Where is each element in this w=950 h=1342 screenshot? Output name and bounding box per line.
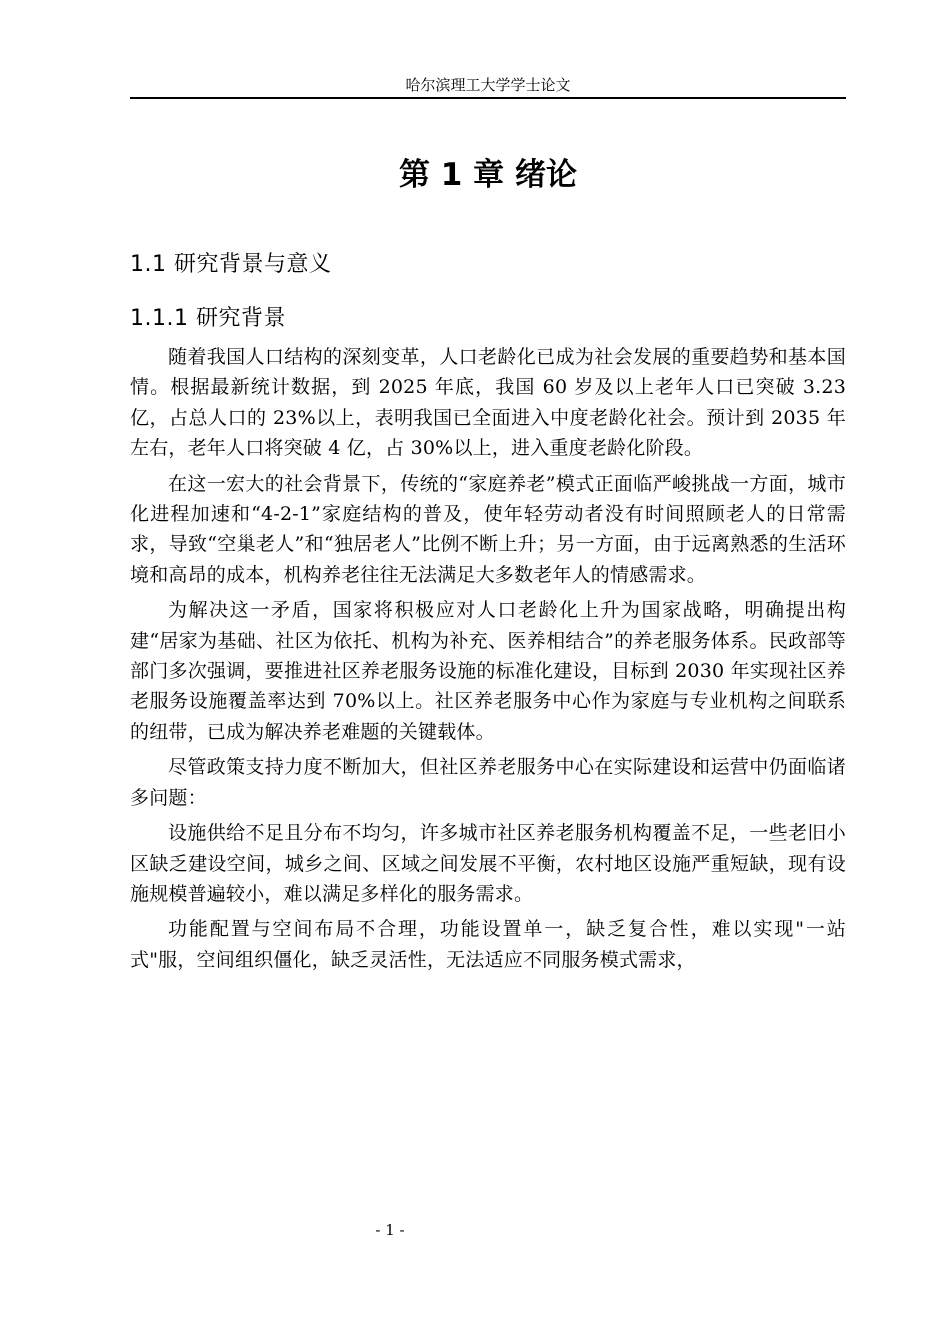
paragraph-layout-issues: 功能配置与空间布局不合理，功能设置单一，缺乏复合性，难以实现"一站式"服，空间组织僵化，缺乏灵活性，无法适应不同服务模式需求， (130, 918, 846, 971)
subsection-heading-1-1-1: 1.1.1 研究背景 (130, 306, 286, 331)
paragraph-family-care-challenge: 在这一宏大的社会背景下，传统的“家庭养老”模式正面临严峻挑战一方面，城市化进程加速和“4-2-1”家庭结构的普及，使年轻劳动者没有时间照顾老人的日常需求，导致“空巢老人”和“独居老人”比例不断上升；另一方面，由于远离熟悉的生活环境和高昂的成本，机构养老往往无法满足大多数老年人的情感需求。 (130, 472, 846, 586)
chapter-title: 第 1 章 绪论 (399, 157, 577, 193)
paragraph-aging-background: 随着我国人口结构的深刻变革，人口老龄化已成为社会发展的重要趋势和基本国情。根据最新统计数据，到 2025 年底，我国 60 岁及以上老年人口已突破 3.23 亿，占总人口的 23%以上，表明我国已全面进入中度老龄化社会。预计到 2035 年左右，老年人口将突破 4 亿，占 30%以上，进入重度老龄化阶段。 (130, 346, 846, 460)
paragraph-national-strategy: 为解决这一矛盾，国家将积极应对人口老龄化上升为国家战略，明确提出构建“居家为基础、社区为依托、机构为补充、医养相结合”的养老服务体系。民政部等部门多次强调，要推进社区养老服务设施的标准化建设，目标到 2030 年实现社区养老服务设施覆盖率达到 70%以上。社区养老服务中心作为家庭与专业机构之间联系的纽带，已成为解决养老难题的关键载体。 (130, 599, 846, 743)
section-heading-1-1: 1.1 研究背景与意义 (130, 252, 332, 277)
paragraph-problems-intro: 尽管政策支持力度不断加大，但社区养老服务中心在实际建设和运营中仍面临诸多问题： (130, 756, 846, 809)
body-text (130, 342, 846, 980)
header-divider (130, 97, 846, 99)
running-header: 哈尔滨理工大学学士论文 (405, 76, 571, 94)
paragraph-supply-shortage: 设施供给不足且分布不均匀，许多城市社区养老服务机构覆盖不足，一些老旧小区缺乏建设空间，城乡之间、区域之间发展不平衡，农村地区设施严重短缺，现有设施规模普遍较小，难以满足多样化的服务需求。 (130, 822, 846, 905)
page-number: - 1 - (375, 1221, 405, 1239)
